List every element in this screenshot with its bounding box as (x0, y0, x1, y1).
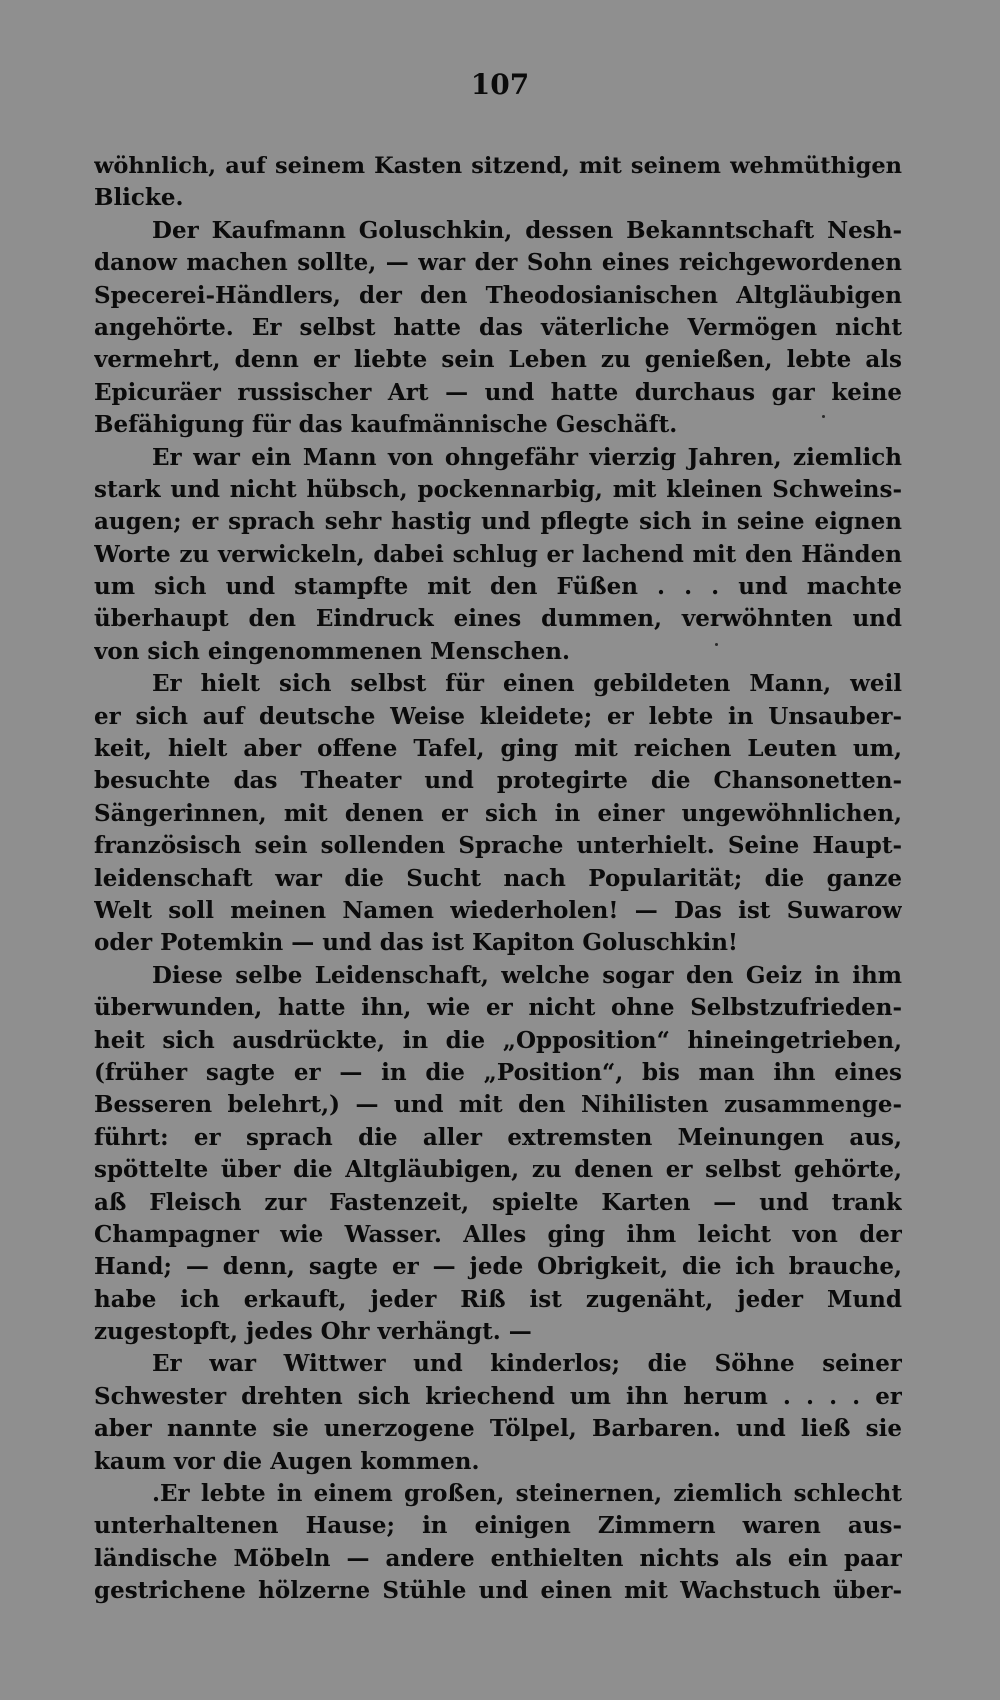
text-line: Specerei-Händlers, der den Theodosianischen Altgläubigen (94, 281, 902, 309)
text-line: .Er lebte in einem großen, steinernen, ziemlich schlecht (152, 1480, 902, 1508)
text-line: augen; er sprach sehr hastig und pflegte sich in seine eignen (94, 508, 902, 536)
text-line: stark und nicht hübsch, pockennarbig, mit kleinen Schweins- (94, 475, 902, 503)
text-line: Blicke. (94, 184, 184, 212)
text-line: Sängerinnen, mit denen er sich in einer ungewöhnlichen, (94, 799, 902, 827)
text-line: französisch sein sollenden Sprache unterhielt. Seine Haupt- (94, 832, 902, 860)
text-line: Er war Wittwer und kinderlos; die Söhne seiner (152, 1350, 902, 1378)
page-number: 107 (470, 68, 530, 101)
text-line: er sich auf deutsche Weise kleidete; er lebte in Unsauber- (94, 702, 902, 730)
text-line: Befähigung für das kaufmännische Geschäft. (94, 411, 678, 439)
text-line: aber nannte sie unerzogene Tölpel, Barbaren. und ließ sie (94, 1415, 902, 1443)
text-line: besuchte das Theater und protegirte die Chansonetten- (94, 767, 902, 795)
text-line: Schwester drehten sich kriechend um ihn herum . . . . er (94, 1382, 902, 1410)
text-line: oder Potemkin — und das ist Kapiton Goluschkin! (94, 929, 739, 957)
body-text (94, 150, 902, 1608)
text-line: wöhnlich, auf seinem Kasten sitzend, mit seinem wehmüthigen (94, 153, 902, 179)
text-line: (früher sagte er — in die „Position“, bis man ihn eines (94, 1058, 902, 1086)
text-line: keit, hielt aber offene Tafel, ging mit reichen Leuten um, (94, 735, 902, 763)
scan-speck (715, 643, 718, 646)
text-line: zugestopft, jedes Ohr verhängt. — (94, 1318, 532, 1346)
text-line: Champagner wie Wasser. Alles ging ihm leicht von der (94, 1220, 902, 1248)
text-line: vermehrt, denn er liebte sein Leben zu genießen, lebte als (94, 346, 902, 374)
text-line: aß Fleisch zur Fastenzeit, spielte Karten — und trank (94, 1188, 902, 1216)
text-line: von sich eingenommenen Menschen. (94, 637, 570, 665)
text-line: um sich und stampfte mit den Füßen . . . und machte (94, 573, 902, 601)
text-line: Worte zu verwickeln, dabei schlug er lachend mit den Händen (94, 540, 902, 568)
text-line: Welt soll meinen Namen wiederholen! — Das ist Suwarow (94, 896, 902, 924)
text-line: danow machen sollte, — war der Sohn eines reichgewordenen (94, 249, 902, 277)
text-line: Er war ein Mann von ohngefähr vierzig Jahren, ziemlich (152, 443, 902, 471)
text-line: Diese selbe Leidenschaft, welche sogar den Geiz in ihm (152, 961, 902, 989)
text-line: Hand; — denn, sagte er — jede Obrigkeit, die ich brauche, (94, 1253, 902, 1281)
scan-speck (822, 415, 825, 418)
text-line: Epicuräer russischer Art — und hatte durchaus gar keine (94, 378, 902, 406)
text-line: kaum vor die Augen kommen. (94, 1447, 480, 1475)
text-line: habe ich erkauft, jeder Riß ist zugenäht, jeder Mund (94, 1285, 902, 1313)
text-line: spöttelte über die Altgläubigen, zu denen er selbst gehörte, (94, 1156, 902, 1184)
text-line: gestrichene hölzerne Stühle und einen mit Wachstuch über- (94, 1577, 902, 1605)
text-line: führt: er sprach die aller extremsten Meinungen aus, (94, 1123, 902, 1151)
text-line: überwunden, hatte ihn, wie er nicht ohne Selbstzufrieden- (94, 994, 902, 1022)
text-line: angehörte. Er selbst hatte das väterliche Vermögen nicht (94, 313, 902, 341)
text-line: überhaupt den Eindruck eines dummen, verwöhnten und (94, 605, 902, 633)
text-line: Der Kaufmann Goluschkin, dessen Bekanntschaft Nesh- (152, 216, 902, 244)
text-line: unterhaltenen Hause; in einigen Zimmern waren aus- (94, 1512, 902, 1540)
text-line: ländische Möbeln — andere enthielten nichts als ein paar (94, 1544, 902, 1572)
text-line: leidenschaft war die Sucht nach Popularität; die ganze (94, 864, 902, 892)
text-line: heit sich ausdrückte, in die „Opposition“ hineingetrieben, (94, 1026, 902, 1054)
text-line: Besseren belehrt,) — und mit den Nihilisten zusammenge- (94, 1091, 902, 1119)
text-line: Er hielt sich selbst für einen gebildeten Mann, weil (152, 670, 902, 698)
